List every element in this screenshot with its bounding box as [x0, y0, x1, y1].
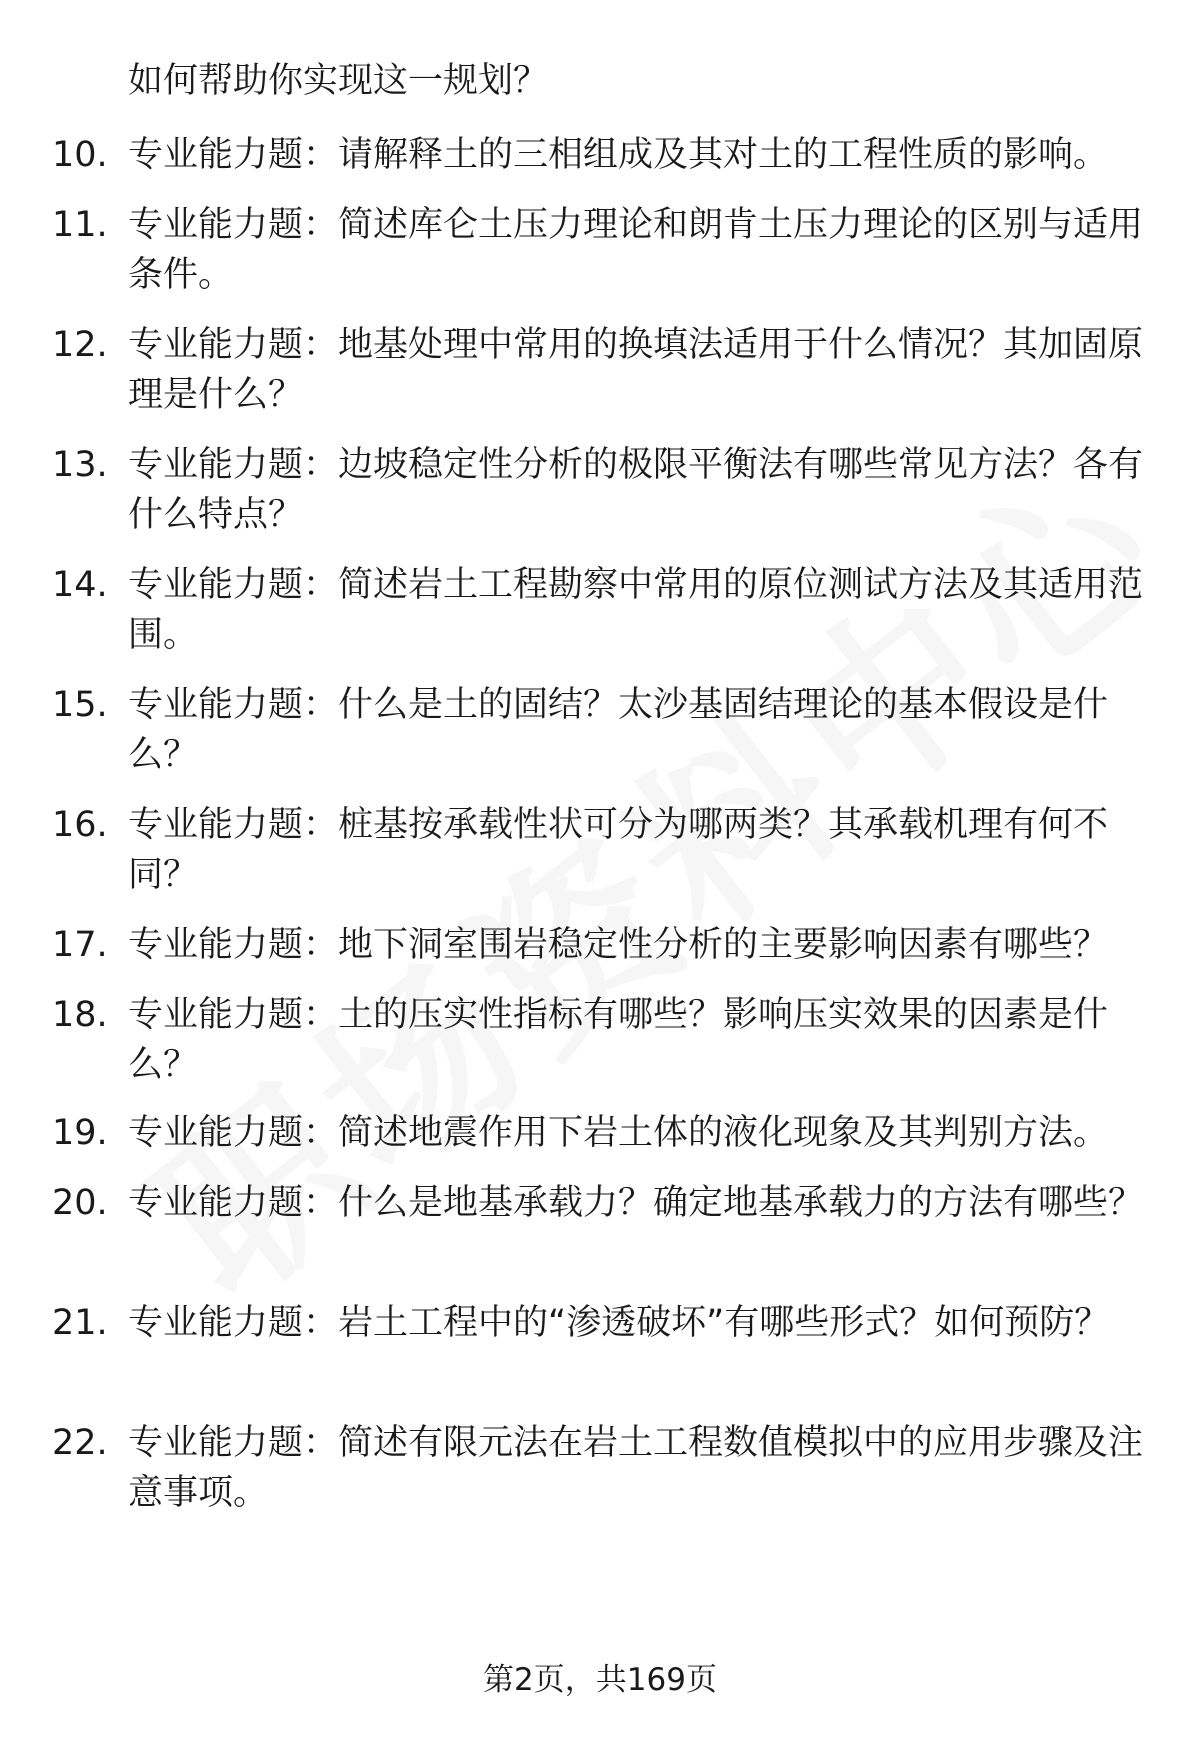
question-number: 10.: [52, 135, 108, 175]
question-text: 专业能力题：岩土工程中的“渗透破坏”有哪些形式？如何预防？: [128, 1303, 1110, 1343]
question-number: 13.: [52, 445, 108, 485]
question-text: 专业能力题：简述岩土工程勘察中常用的原位测试方法及其适用范围。: [128, 565, 1144, 655]
question-number: 20.: [52, 1183, 108, 1223]
question-number: 17.: [52, 925, 108, 965]
question-text: 专业能力题：什么是土的固结？太沙基固结理论的基本假设是什么？: [128, 685, 1109, 775]
question-text: 专业能力题：桩基按承载性状可分为哪两类？其承载机理有何不同？: [128, 805, 1109, 895]
question-number: 16.: [52, 805, 108, 845]
question-text: 专业能力题：地下洞室围岩稳定性分析的主要影响因素有哪些？: [128, 925, 1109, 965]
continuation-text: 如何帮助你实现这一规划？: [128, 61, 549, 101]
page-footer: 第2页，共169页: [483, 1662, 717, 1698]
question-number: 18.: [52, 995, 108, 1035]
question-number: 14.: [52, 565, 108, 605]
question-text: 专业能力题：简述有限元法在岩土工程数值模拟中的应用步骤及注意事项。: [128, 1423, 1144, 1513]
question-number: 15.: [52, 685, 108, 725]
question-text: 专业能力题：请解释土的三相组成及其对土的工程性质的影响。: [128, 135, 1109, 175]
question-text: 专业能力题：地基处理中常用的换填法适用于什么情况？其加固原理是什么？: [128, 325, 1144, 415]
question-number: 12.: [52, 325, 108, 365]
question-text: 专业能力题：简述地震作用下岩土体的液化现象及其判别方法。: [128, 1113, 1109, 1153]
question-number: 22.: [52, 1423, 108, 1463]
question-number: 11.: [52, 205, 108, 245]
question-number: 19.: [52, 1113, 108, 1153]
question-text: 专业能力题：土的压实性指标有哪些？影响压实效果的因素是什么？: [128, 995, 1109, 1085]
question-text: 专业能力题：什么是地基承载力？确定地基承载力的方法有哪些？: [128, 1183, 1144, 1223]
question-text: 专业能力题：简述库仑土压力理论和朗肯土压力理论的区别与适用条件。: [128, 205, 1144, 295]
question-number: 21.: [52, 1303, 108, 1343]
question-text: 专业能力题：边坡稳定性分析的极限平衡法有哪些常见方法？各有什么特点？: [128, 445, 1144, 535]
